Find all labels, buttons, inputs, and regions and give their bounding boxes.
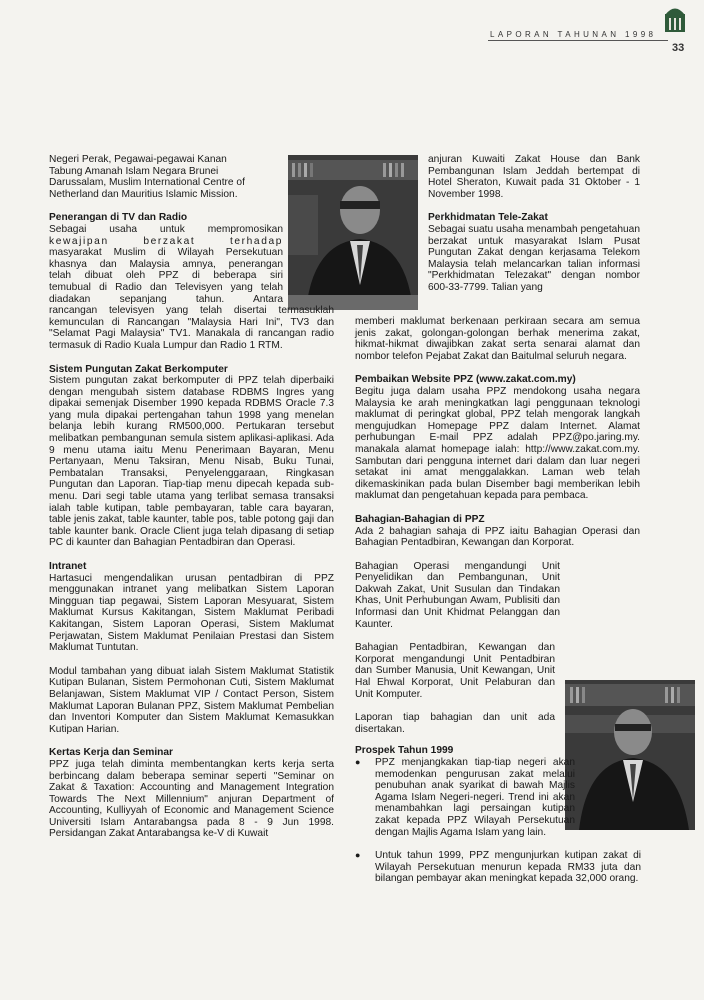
- section-paragraph: memberi maklumat berkenaan perkiraan secara am semua jenis zakat, golongan-golongan berhak menerima zakat, hikmat-hikmat diwajibkan zakat serta senarai alamat dan nombor telefon Pejabat Zakat dan Baitulmal seluruh negara.: [355, 316, 640, 362]
- section-paragraph: anjuran Kuwaiti Zakat House dan Bank Pembangunan Islam Jeddah bertempat di Hotel Sheraton, Kuwait pada 31 Oktober - 1 November 1998.: [428, 154, 640, 200]
- page-number: 33: [672, 42, 685, 54]
- text-line: Darussalam, Muslim International Centre of: [49, 177, 245, 189]
- section-paragraph: Bahagian Operasi mengandungi Unit Penyelidikan dan Pembangunan, Unit Dakwah Zakat, Unit Susulan dan Tindakan Khas, Unit Perhubungan Awam, Publisiti dan Informasi dan Unit Khidmat Pelanggan dan Kaunter.: [355, 560, 560, 630]
- section-heading: Prospek Tahun 1999: [355, 745, 454, 757]
- section-paragraph: Begitu juga dalam usaha PPZ mendokong usaha negara Malaysia ke arah meningkatkan lagi penggunaan teknologi maklumat di peringkat global, PPZ telah mengorak langkah mengujudkan Homepage PPZ dalam Internet. Alamat perhubungan E-mail PPZ adalah PPZ@po.jaring.my. manakala alamat homepage ialah: http://www.zakat.com.my. Sambutan dari pengguna internet dari dalam dan luar negeri setakat ini amat menggalakkan. Laman web telah dikemaskinikan pada bulan Disember bagi memberikan lebih maklumat dan pengetahuan kepada para pembaca.: [355, 385, 640, 502]
- text-line: telah dibuat oleh PPZ di beberapa siri: [49, 270, 283, 282]
- text-line: diadakan sepanjang tahun. Antara: [49, 293, 283, 305]
- section-paragraph: Sistem pungutan zakat berkomputer di PPZ telah diperbaiki dengan mengubah sistem database RDBMS Ingres yang dipakai semenjak Disember 1990 kepada RDBMS Oracle 7.3 yang mula dipakai pertengahan tahun 1998 yang menelan belanja lebih kurang RM500,000. Pertukaran tersebut melibatkan pembangunan semula sistem aplikasi-aplikasi. Ada 9 menu utama iaitu Menu Penerimaan Bayaran, Menu Pertanyaan, Menu Taksiran, Menu Nisab, Buku Tunai, Pembatalan Transaksi, Penyelenggaraan, Ringkasan Pungutan dan Laporan. Tiap-tiap menu dipecah kepada sub-menu. Dari segi table utama yang terlibat semasa transaksi ialah table kutipan, table pembayaran, table cara bayaran, table jenis zakat, table kaunter, table pos, table potong gaji dan table kaunter bank. Oracle Client juga telah dipasang di setiap PC di kaunter dan Bahagian Pentadbiran dan Operasi.: [49, 375, 334, 549]
- section-paragraph: Hartasuci mengendalikan urusan pentadbiran di PPZ menggunakan intranet yang melibatkan Sistem Laporan Mingguan tiap pegawai, Sistem Laporan Mesyuarat, Sistem Maklumat Kursus Kakitangan, Sistem Maklumat Peribadi Kakitangan, Sistem Laporan Operasi, Sistem Maklumat Perjawatan, Sistem Maklumat Penilaian Prestasi dan Sistem Maklumat Tuntutan.: [49, 572, 334, 654]
- section-paragraph: Modul tambahan yang dibuat ialah Sistem Maklumat Statistik Kutipan Bulanan, Sistem Permohonan Cuti, Sistem Maklumat Belanjawan, Sistem Maklumat VIP / Contact Person, Sistem Maklumat Laporan Bulanan PPZ, Sistem Maklumat Pembelian dan Inventori Komputer dan Sistem Maklumat Kemasukkan Kutipan Harian.: [49, 665, 334, 735]
- section-heading: Intranet: [49, 561, 87, 572]
- text-line: Sebagai usaha untuk mempromosikan: [49, 223, 283, 235]
- section-paragraph: Sebagai suatu usaha menambah pengetahuan berzakat untuk masyarakat Islam Pusat Pungutan Zakat dengan kerjasama Telekom Malaysia telah melancarkan talian informasi "Perkhidmatan Telezakat" dengan nombor 600-33-7799. Talian yang: [428, 223, 640, 293]
- section-heading: Sistem Pungutan Zakat Berkomputer: [49, 363, 228, 375]
- bullet-list: [355, 757, 640, 885]
- section-heading: Bahagian-Bahagian di PPZ: [355, 513, 485, 525]
- running-header: LAPORAN TAHUNAN 1998: [490, 30, 657, 39]
- left-column: [49, 154, 334, 840]
- text-line: kewajipan berzakat terhadap: [49, 235, 283, 247]
- text-line: khasnya dan Malaysia amnya, penerangan: [49, 258, 283, 270]
- section-paragraph: Bahagian Pentadbiran, Kewangan dan Korporat mengandungi Unit Pentadbiran dan Sumber Manusia, Unit Kewangan, Unit Hal Ehwal Korporat, Unit Pelaburan dan Unit Komputer.: [355, 642, 555, 700]
- text-line: Netherland dan Mauritius Islamic Mission.: [49, 188, 238, 200]
- text-line: Negeri Perak, Pegawai-pegawai Kanan: [49, 154, 227, 165]
- building-logo-icon: [664, 4, 686, 32]
- section-heading: Penerangan di TV dan Radio: [49, 212, 188, 224]
- left-top-paragraph: [49, 154, 281, 200]
- section-heading: Perkhidmatan Tele-Zakat: [428, 212, 548, 224]
- text-line: masyarakat Muslim di Wilayah Persekutuan: [49, 247, 283, 259]
- right-column-top: [428, 154, 640, 294]
- list-item: ● PPZ menjangkakan tiap-tiap negeri akan memodenkan pengurusan zakat melalui penubuhan anak syarikat di bawah Majlis Agama Islam Negeri-negeri. Trend ini akan menambahkan lagi persaingan kutipan zakat kepada PPZ Wilayah Persekutuan dengan Majlis Agama Islam yang lain.: [355, 757, 575, 838]
- section-paragraph-narrow: [49, 224, 283, 305]
- section-heading: Kertas Kerja dan Seminar: [49, 747, 174, 759]
- right-column: [355, 316, 640, 885]
- section-heading: Pembaikan Website PPZ (www.zakat.com.my): [355, 374, 576, 386]
- header-rule: [488, 40, 668, 41]
- section-paragraph: Laporan tiap bahagian dan unit ada disertakan.: [355, 712, 555, 735]
- section-paragraph: Ada 2 bahagian sahaja di PPZ iaitu Bahagian Operasi dan Bahagian Pentadbiran, Kewangan dan Korporat.: [355, 525, 640, 549]
- text-line: temubual di Radio dan Televisyen yang telah: [49, 281, 283, 293]
- list-item: ● Untuk tahun 1999, PPZ mengunjurkan kutipan zakat di Wilayah Persekutuan menurun kepada RM33 juta dan bilangan pembayar akan meningkat kepada 32,000 orang.: [355, 850, 641, 885]
- text-line: Tabung Amanah Islam Negara Brunei: [49, 165, 219, 177]
- section-paragraph: rancangan televisyen yang telah disertai termasuklah kemunculan di Rancangan "Malaysia Hari Ini", TV3 dan "Selamat Pagi Malaysia" TV1. Manakala di rancangan radio termasuk di Radio Kuala Lumpur dan Radio 1 RTM.: [49, 305, 334, 351]
- section-paragraph: PPZ juga telah diminta membentangkan kerts kerja serta berbincang dalam beberapa seminar seperti "Seminar on Zakat & Taxation: Accounting and Management Integration Towards The Next Millennium" anjuran Department of Accounting, Kulliyyah of Economic and Management Science Universiti Islam Antarabangsa pada 8 - 9 Jun 1998. Persidangan Zakat Antarabangsa ke-V di Kuwait: [49, 758, 334, 840]
